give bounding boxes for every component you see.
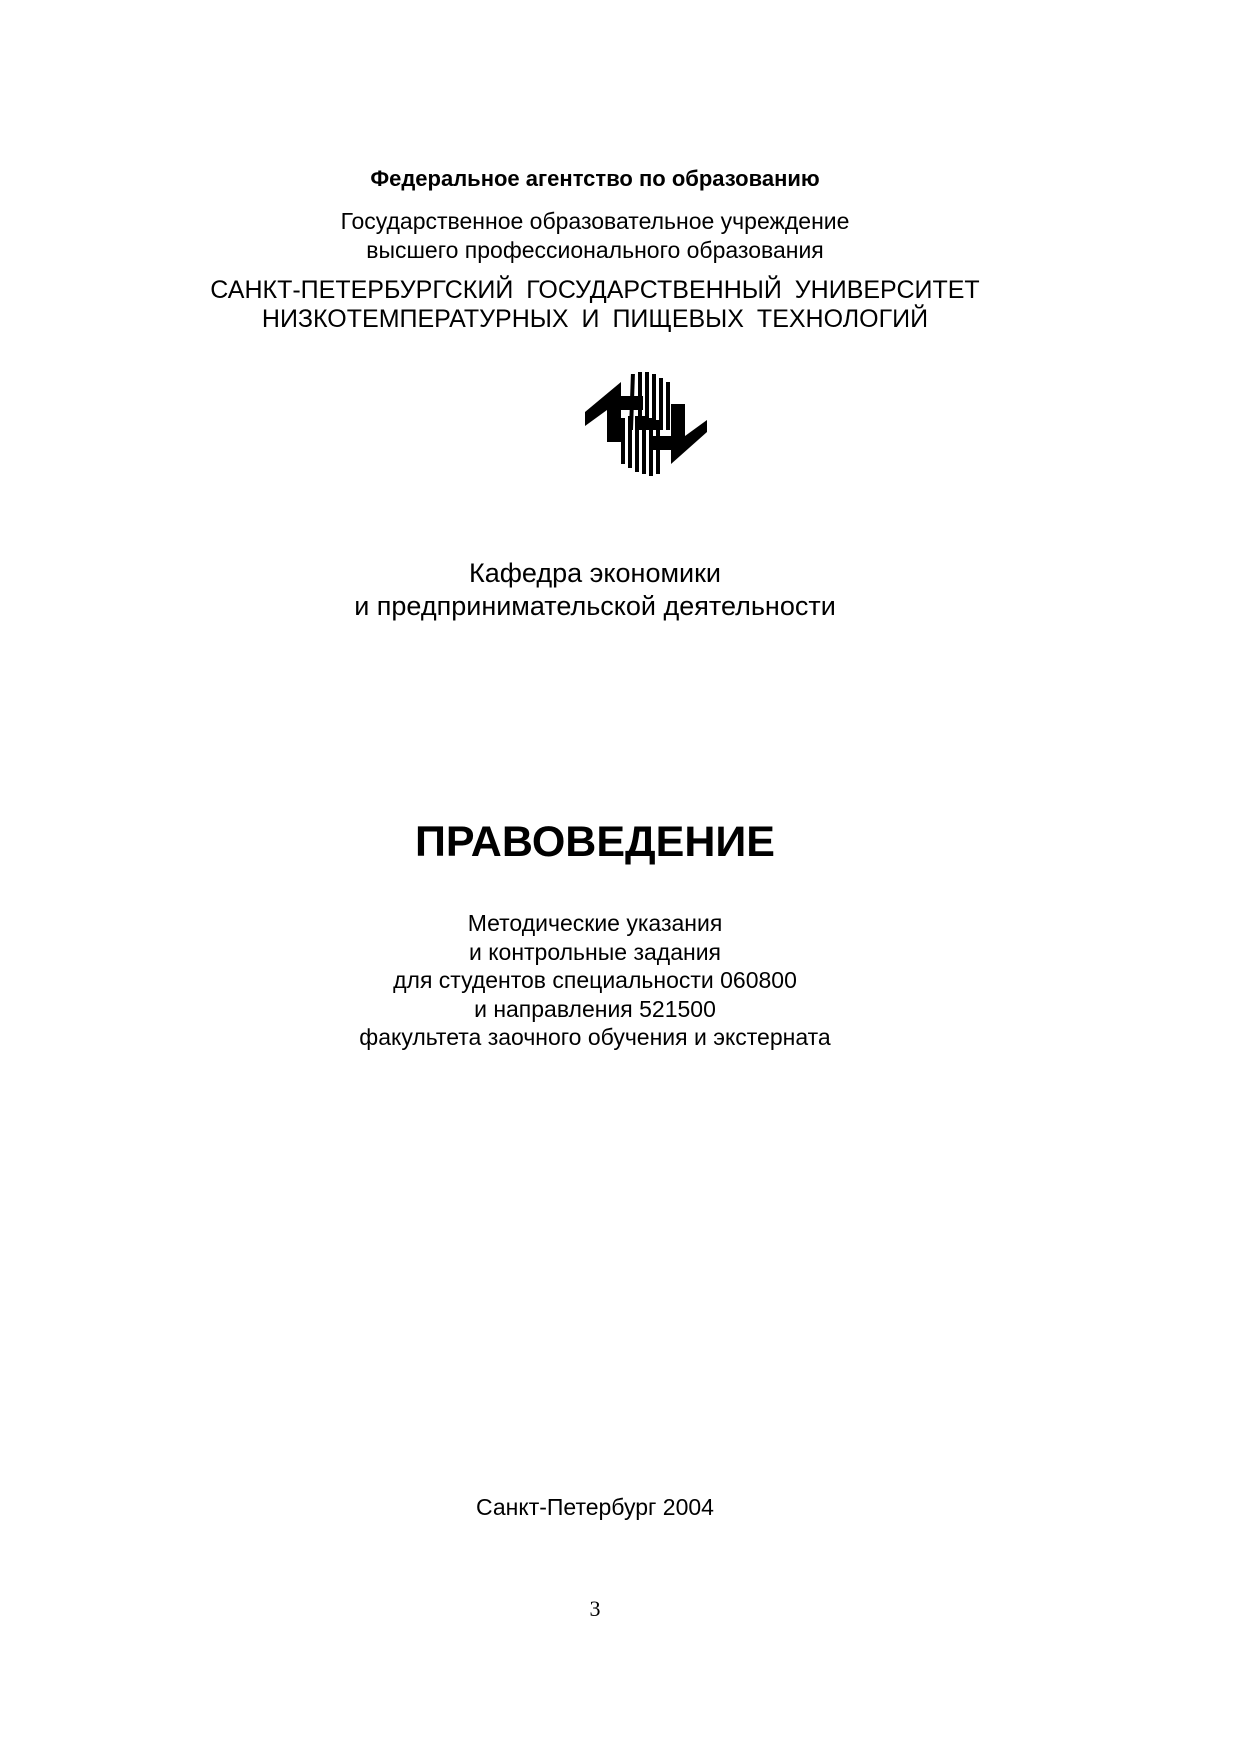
city-year: Санкт-Петербург 2004 [476,1494,714,1520]
subtitle-line: факультета заочного обучения и экстерната [359,1024,831,1050]
page-number: 3 [589,1596,601,1621]
subtitle-line: для студентов специальности 060800 [393,967,797,993]
university-name-line1: САНКТ-ПЕТЕРБУРГСКИЙ ГОСУДАРСТВЕННЫЙ УНИВЕРСИТЕТ [210,276,980,304]
agency-name: Федеральное агентство по образованию [370,166,820,191]
subtitle-line: Методические указания [467,910,723,936]
institution-type-line1: Государственное образовательное учреждение [340,208,850,234]
university-emblem-icon [585,372,707,476]
subtitle-line: и контрольные задания [468,939,722,965]
document-title: ПРАВОВЕДЕНИЕ [415,818,775,866]
department-line1: Кафедра экономики [468,558,722,588]
institution-type-line2: высшего профессионального образования [366,237,824,263]
subtitle-line: и направления 521500 [474,996,716,1022]
university-name-line2: НИЗКОТЕМПЕРАТУРНЫХ И ПИЩЕВЫХ ТЕХНОЛОГИЙ [261,305,929,333]
department-line2: и предпринимательской деятельности [354,591,836,621]
